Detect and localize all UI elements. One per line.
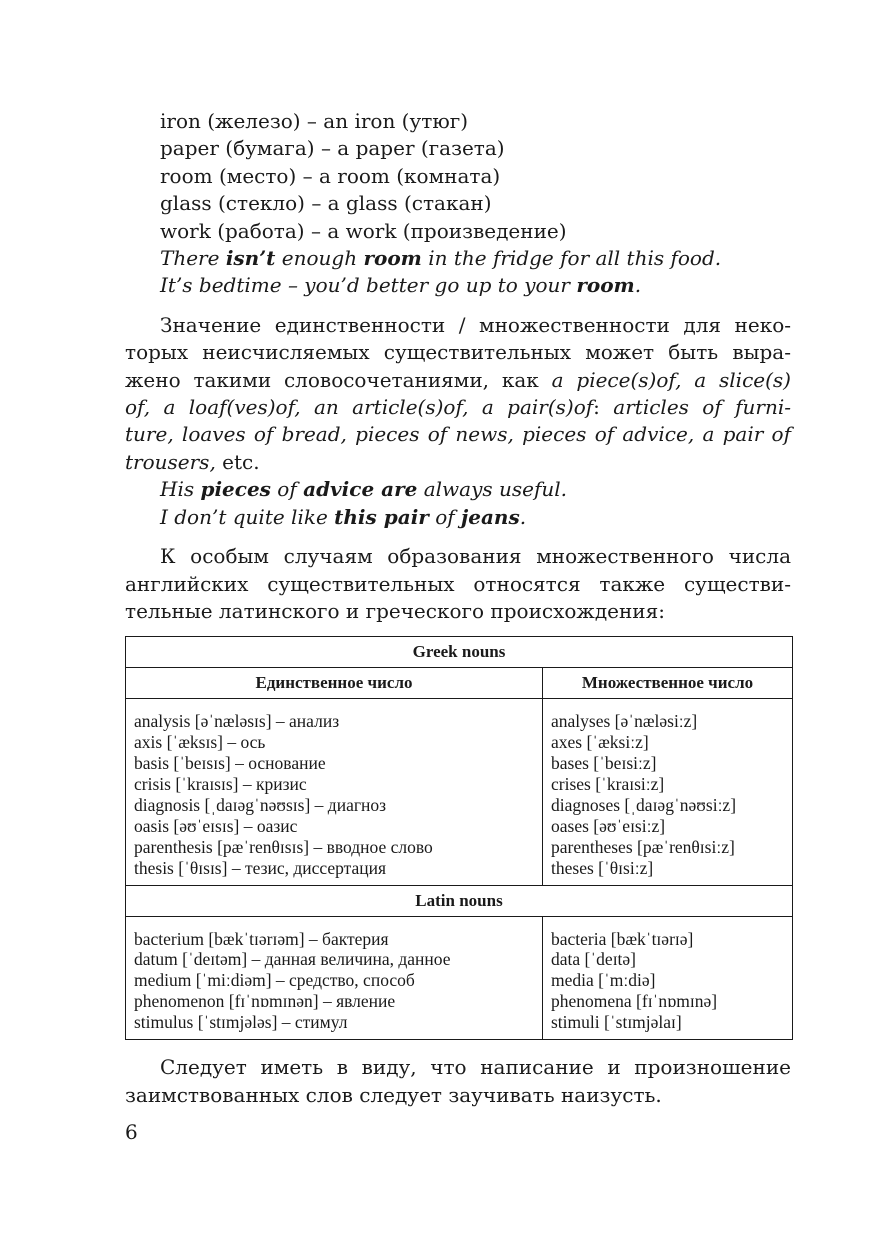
greek-plural-cell [543, 699, 793, 885]
greek-singular-cell [126, 699, 543, 885]
list-item: parenthesis [pæˈrenθɪsɪs] – вводное слово [134, 836, 433, 857]
list-item: diagnosis [ˌdaɪəgˈnəʊsɪs] – диагноз [134, 794, 387, 815]
example-sentence-3: His pieces of advice are always useful. [160, 477, 568, 502]
list-item: oases [əʊˈeɪsiːz] [551, 815, 666, 836]
list-item: datum [ˈdeɪtəm] – данная величина, данное [134, 949, 451, 970]
paragraph-special-cases: К особым случаям образования множественного числа английских существительных относятся также существи- тельные латинского и греческого происхождения: [125, 544, 791, 623]
example-sentence-2: It’s bedtime – you’d better go up to your room. [160, 273, 642, 298]
list-item: stimulus [ˈstɪmjələs] – стимул [134, 1012, 348, 1033]
example-sentence-1: There isn’t enough room in the fridge for all this food. [160, 246, 722, 271]
example-line: work (работа) – a work (произведение) [160, 218, 567, 243]
example-line: glass (стекло) – a glass (стакан) [160, 191, 492, 216]
plural-column-header: Множественное число [543, 668, 793, 699]
list-item: bases [ˈbeɪsiːz] [551, 753, 657, 774]
list-item: bacteria [bækˈtɪərɪə] [551, 928, 694, 949]
nouns-table [125, 636, 793, 1040]
singular-column-header: Единственное число [126, 668, 543, 699]
paragraph-memorize: Следует иметь в виду, что написание и произношение заимствованных слов следует заучивать наизусть. [125, 1055, 791, 1107]
list-item: medium [ˈmiːdiəm] – средство, способ [134, 970, 415, 991]
list-item: data [ˈdeɪtə] [551, 949, 637, 970]
list-item: diagnoses [ˌdaɪəgˈnəʊsiːz] [551, 794, 737, 815]
paragraph-uncountable: Значение единственности / множественности для неко- торых неисчисляемых существительных может быть выра- жено такими словосочетаниями, как a piece(s)of, a slice(s) of, a loaf(ves)of, an article(s)of, a pair(s)of: articles of furni- ture, loaves of bread, pieces of news, pieces of advice, a pair of trousers, etc. [125, 312, 791, 474]
latin-singular-cell [126, 916, 543, 1040]
list-item: analyses [əˈnæləsiːz] [551, 711, 698, 732]
list-item: analysis [əˈnæləsɪs] – анализ [134, 711, 340, 732]
list-item: axes [ˈæksiːz] [551, 732, 649, 753]
example-sentence-4: I don’t quite like this pair of jeans. [160, 504, 527, 529]
example-line: iron (железо) – an iron (утюг) [160, 109, 469, 133]
list-item: axis [ˈæksɪs] – ось [134, 732, 266, 753]
list-item: thesis [ˈθɪsɪs] – тезис, диссертация [134, 857, 387, 878]
list-item: media [ˈmːdiə] [551, 970, 656, 991]
list-item: crises [ˈkraɪsiːz] [551, 774, 665, 795]
latin-nouns-header: Latin nouns [126, 885, 793, 916]
page-number: 6 [125, 1120, 138, 1144]
list-item: bacterium [bækˈtɪərɪəm] – бактерия [134, 928, 389, 949]
latin-plural-cell [543, 916, 793, 1040]
list-item: parentheses [pæˈrenθɪsiːz] [551, 836, 735, 857]
list-item: basis [ˈbeɪsɪs] – основание [134, 753, 326, 774]
example-line: paper (бумага) – a paper (газета) [160, 136, 505, 161]
page-content [125, 108, 791, 1109]
list-item: stimuli [ˈstɪmjəlaɪ] [551, 1012, 682, 1033]
examples-list [125, 108, 791, 245]
example-line: room (место) – a room (комната) [160, 163, 501, 188]
list-item: theses [ˈθɪsiːz] [551, 857, 654, 878]
greek-nouns-header: Greek nouns [126, 637, 793, 668]
list-item: oasis [əʊˈeɪsɪs] – оазис [134, 815, 298, 836]
list-item: crisis [ˈkraɪsɪs] – кризис [134, 774, 307, 795]
list-item: phenomenon [fɪˈnɒmɪnən] – явление [134, 991, 396, 1012]
list-item: phenomena [fɪˈnɒmɪnə] [551, 991, 718, 1012]
